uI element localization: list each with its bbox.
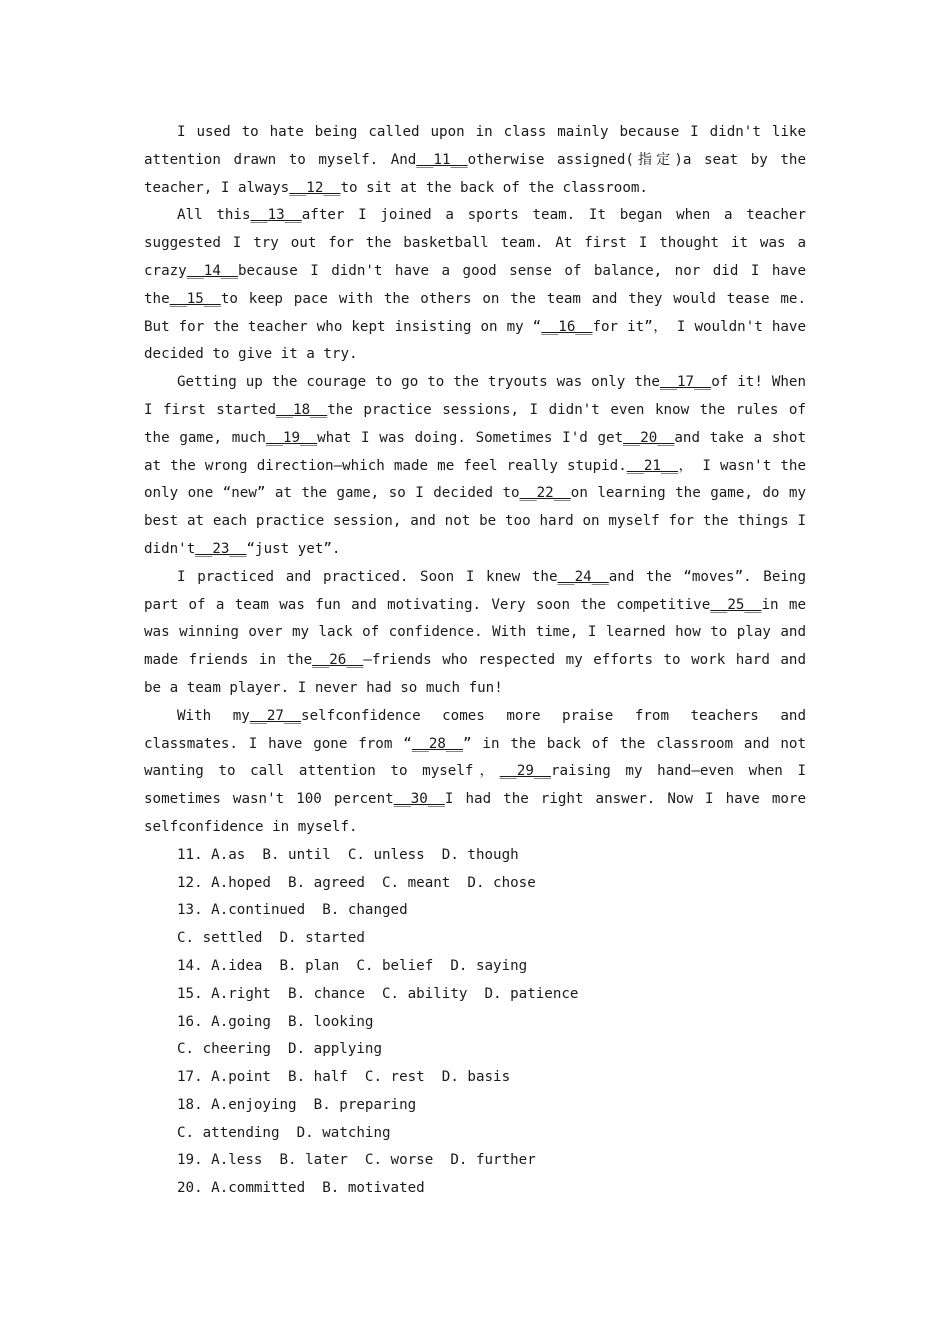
option-line-13a: 13. A.continued B. changed xyxy=(177,902,408,919)
blank-11[interactable]: __11__ xyxy=(416,151,468,168)
passage-text: of it! When I first started xyxy=(144,374,806,418)
passage-paragraph-5 xyxy=(144,703,806,842)
option-line-16b: C. cheering D. applying xyxy=(177,1041,382,1058)
option-line-19: 19. A.less B. later C. worse D. further xyxy=(177,1152,536,1169)
passage-text: I used to hate being called upon in class mainly because I didn't like attention drawn to myself. And xyxy=(144,124,806,168)
blank-20[interactable]: __20__ xyxy=(623,429,675,446)
passage-paragraph-3 xyxy=(144,369,806,564)
blank-15[interactable]: __15__ xyxy=(169,290,221,307)
option-line-13b: C. settled D. started xyxy=(177,930,365,947)
option-line-18b: C. attending D. watching xyxy=(177,1124,391,1141)
option-line-15: 15. A.right B. chance C. ability D. patience xyxy=(177,985,579,1002)
blank-27[interactable]: __27__ xyxy=(249,707,302,724)
blank-16[interactable]: __16__ xyxy=(541,318,593,335)
passage-text: “just yet”. xyxy=(246,540,341,557)
passage-text: on learning the game, do my best at each practice session, and not be too hard on myself for the things I didn't xyxy=(144,485,807,557)
passage-text: to sit at the back of the classroom. xyxy=(340,179,648,196)
blank-30[interactable]: __30__ xyxy=(393,791,445,808)
blank-24[interactable]: __24__ xyxy=(557,568,609,585)
passage-text: I had the right answer. Now I have more selfconfidence in myself. xyxy=(144,791,806,835)
blank-28[interactable]: __28__ xyxy=(411,735,464,752)
passage-text: and the “moves”. Being part of a team was fun and motivating. Very soon the competitive xyxy=(144,568,807,613)
option-line-16a: 16. A.going B. looking xyxy=(177,1013,374,1030)
option-line-14: 14. A.idea B. plan C. belief D. saying xyxy=(177,957,528,974)
passage-text: otherwise assigned(指定)a seat by the teacher, I always xyxy=(144,151,807,196)
passage-text: raising my hand—even when I sometimes wasn't 100 percent xyxy=(144,763,806,808)
blank-14[interactable]: __14__ xyxy=(186,262,238,279)
passage-paragraph-1 xyxy=(144,119,806,202)
passage-text: after I joined a sports team. It began when a teacher suggested I try out for the basketball team. At first I thought it was a crazy xyxy=(144,207,806,279)
blank-12[interactable]: __12__ xyxy=(289,179,341,196)
blank-17[interactable]: __17__ xyxy=(659,374,712,391)
passage-text: and take a shot at the wrong direction—which made me feel really stupid. xyxy=(144,429,806,474)
passage-text: I practiced and practiced. Soon I knew the xyxy=(177,568,558,585)
option-line-20: 20. A.committed B. motivated xyxy=(177,1180,425,1197)
passage-paragraph-4 xyxy=(144,564,806,703)
passage-text: for it”， I wouldn't have decided to give it a try. xyxy=(144,318,806,363)
document-page xyxy=(144,119,806,1203)
blank-18[interactable]: __18__ xyxy=(276,401,328,418)
option-line-17: 17. A.point B. half C. rest D. basis xyxy=(177,1069,511,1086)
blank-21[interactable]: __21__ xyxy=(626,457,678,474)
passage-text: because I didn't have a good sense of balance, nor did I have the xyxy=(144,262,806,307)
passage-text: —friends who respected my efforts to work hard and be a team player. I never had so much fun! xyxy=(144,652,806,696)
passage-text: in me was winning over my lack of confidence. With time, I learned how to play and made friends in the xyxy=(144,596,806,669)
passage-text: the practice sessions, I didn't even know the rules of the game, much xyxy=(144,401,807,446)
passage-paragraph-2 xyxy=(144,202,806,369)
option-line-12: 12. A.hoped B. agreed C. meant D. chose xyxy=(177,874,536,891)
blank-13[interactable]: __13__ xyxy=(250,207,302,224)
passage-text: All this xyxy=(177,207,251,224)
passage-text: With my xyxy=(177,707,250,724)
passage-text: what I was doing. Sometimes I'd get xyxy=(317,429,624,446)
passage-text: Getting up the courage to go to the tryouts was only the xyxy=(177,374,660,391)
blank-22[interactable]: __22__ xyxy=(519,485,571,502)
blank-26[interactable]: __26__ xyxy=(312,652,364,669)
passage-text: selfconfidence comes more praise from teachers and classmates. I have gone from “ xyxy=(144,707,806,752)
option-line-18a: 18. A.enjoying B. preparing xyxy=(177,1096,417,1113)
passage-text: ， I wasn't the only one “new” at the game, so I decided to xyxy=(144,457,806,502)
blank-29[interactable]: __29__ xyxy=(499,763,552,780)
blank-25[interactable]: __25__ xyxy=(710,596,762,613)
blank-23[interactable]: __23__ xyxy=(195,540,247,557)
answer-options xyxy=(144,842,806,1203)
blank-19[interactable]: __19__ xyxy=(265,429,318,446)
passage-text: ” in the back of the classroom and not wanting to call attention to myself， xyxy=(144,735,807,780)
option-line-11: 11. A.as B. until C. unless D. though xyxy=(177,846,519,863)
passage-text: to keep pace with the others on the team and they would tease me. But for the teacher who kept insisting on my “ xyxy=(144,290,806,335)
